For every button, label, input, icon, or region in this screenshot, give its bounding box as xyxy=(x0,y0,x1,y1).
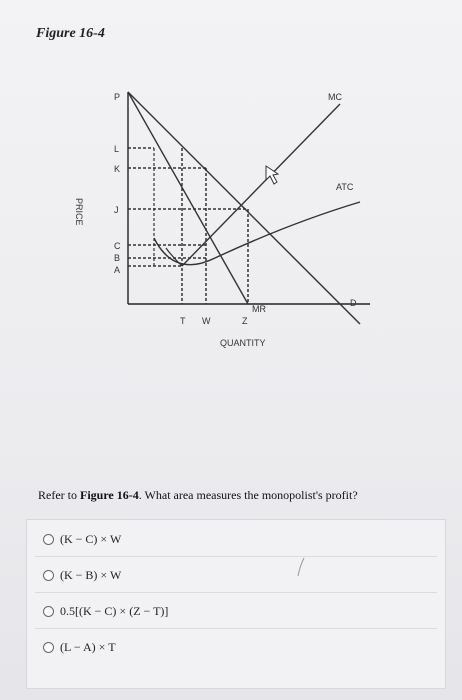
figure-title: Figure 16-4 xyxy=(36,26,105,41)
price-label-l: L xyxy=(114,144,120,154)
atc-curve xyxy=(154,202,360,265)
price-label-p: P xyxy=(114,92,121,102)
option-3[interactable] xyxy=(43,602,168,620)
question-text xyxy=(38,488,358,503)
option-label: 0.5[(K − C) × (Z − T)] xyxy=(60,603,169,618)
price-label-j: J xyxy=(114,205,119,215)
mr-label: MR xyxy=(252,304,266,314)
price-label-k: K xyxy=(114,164,121,174)
price-label-b: B xyxy=(114,253,121,263)
demand-label: D xyxy=(350,298,357,308)
answer-options xyxy=(26,519,446,689)
mr-curve xyxy=(128,92,248,304)
y-axis-label: PRICE xyxy=(74,198,84,226)
option-1[interactable] xyxy=(43,530,121,548)
x-axis-label: QUANTITY xyxy=(220,338,266,348)
radio-icon[interactable] xyxy=(43,606,54,617)
price-label-c: C xyxy=(114,241,121,251)
option-4[interactable] xyxy=(43,638,116,656)
option-label: (K − B) × W xyxy=(60,567,122,582)
question-figure-ref: Figure 16-4 xyxy=(79,488,139,502)
quantity-label-t: T xyxy=(180,316,186,326)
mc-label: MC xyxy=(328,92,342,102)
pen-mark xyxy=(290,556,310,580)
question-body: . What area measures the monopolist's profit? xyxy=(138,488,358,502)
radio-icon[interactable] xyxy=(43,642,54,653)
option-divider xyxy=(35,628,437,629)
option-divider xyxy=(35,556,437,557)
atc-label: ATC xyxy=(336,182,354,192)
question-prefix: Refer to xyxy=(38,488,80,502)
price-label-a: A xyxy=(114,265,121,275)
option-divider xyxy=(35,592,437,593)
option-2[interactable] xyxy=(43,566,121,584)
radio-icon[interactable] xyxy=(43,534,54,545)
monopoly-graph xyxy=(70,78,396,386)
radio-icon[interactable] xyxy=(43,570,54,581)
quantity-label-w: W xyxy=(202,316,211,326)
option-label: (L − A) × T xyxy=(60,639,116,654)
option-label: (K − C) × W xyxy=(60,531,122,546)
quantity-label-z: Z xyxy=(242,316,248,326)
demand-curve xyxy=(128,92,360,324)
graph-svg xyxy=(70,78,396,386)
